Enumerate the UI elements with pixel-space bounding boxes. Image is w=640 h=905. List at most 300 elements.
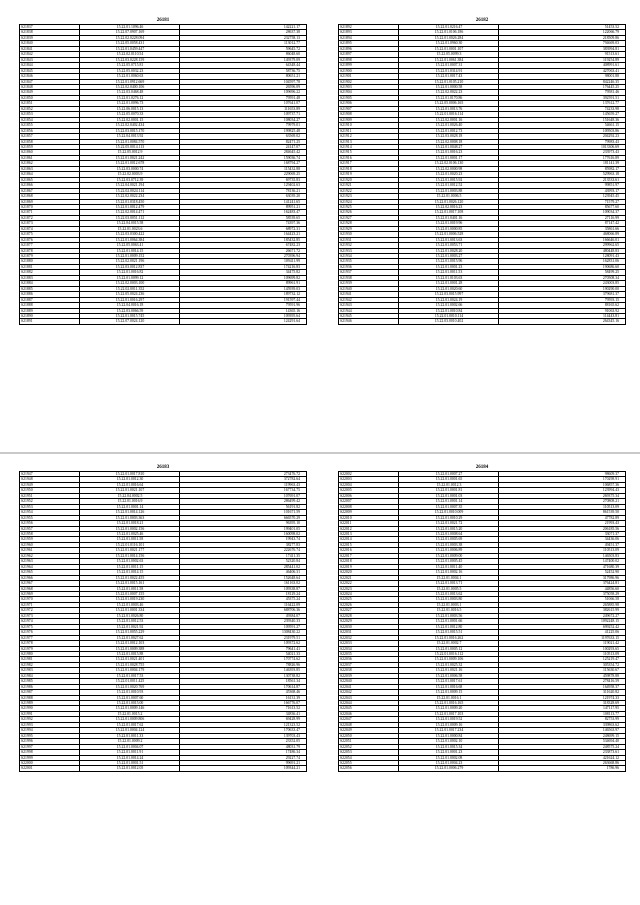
row-code: S21996 bbox=[20, 739, 80, 744]
row-amount: 110513.09 bbox=[499, 504, 626, 509]
row-code: S21990 bbox=[20, 706, 80, 711]
row-account: 15.22.02.0022.23 bbox=[399, 90, 499, 95]
row-amount: 311620.82 bbox=[499, 690, 626, 695]
row-amount: 59645.72 bbox=[180, 46, 307, 51]
row-account: 15.22.01.0015.96 bbox=[399, 259, 499, 264]
ledger-table bbox=[19, 471, 307, 772]
row-code: S21947 bbox=[20, 472, 80, 477]
row-amount: 231979.51 bbox=[180, 635, 307, 640]
row-code: S21872 bbox=[20, 215, 80, 220]
row-code: S22055 bbox=[339, 761, 399, 766]
row-amount: 29227.74 bbox=[180, 755, 307, 760]
row-amount: 189732.12 bbox=[180, 292, 307, 297]
row-code: S21898 bbox=[339, 57, 399, 62]
row-account: 15.22.01.0015.92 bbox=[399, 177, 499, 182]
row-code: S22036 bbox=[339, 657, 399, 662]
row-amount: 382615.99 bbox=[499, 608, 626, 613]
row-amount: 64348.44 bbox=[180, 63, 307, 68]
row-account: 15.22.01.0006.279 bbox=[399, 766, 499, 771]
row-account: 15.22.01.0012.479 bbox=[80, 204, 180, 209]
row-amount: 137612.77 bbox=[499, 101, 626, 106]
row-account: 15.22.02.0011.352 bbox=[80, 286, 180, 291]
row-code: S21856 bbox=[20, 128, 80, 133]
row-account: 15.22.01.0002.08 bbox=[399, 755, 499, 760]
row-amount: 233973.43 bbox=[499, 150, 626, 155]
row-account: 15.22.05.0063.41 bbox=[80, 243, 180, 248]
row-amount: 229069.25 bbox=[180, 172, 307, 177]
row-account: 15.22.01.0014.126 bbox=[80, 510, 180, 515]
row-account: 15.22.02.0008.18 bbox=[399, 139, 499, 144]
ledger-block-1 bbox=[19, 18, 307, 325]
row-code: S21992 bbox=[20, 717, 80, 722]
row-code: S21964 bbox=[20, 564, 80, 569]
row-code: S21910 bbox=[339, 123, 399, 128]
row-amount: 91063.92 bbox=[499, 308, 626, 313]
row-code: S22046 bbox=[339, 711, 399, 716]
row-code: S21955 bbox=[20, 515, 80, 520]
row-account: 15.22.01.0016.165 bbox=[399, 701, 499, 706]
row-code: S21889 bbox=[20, 308, 80, 313]
row-code: S21894 bbox=[339, 35, 399, 40]
row-amount: 109696.22 bbox=[180, 90, 307, 95]
row-amount: 16131.39 bbox=[180, 695, 307, 700]
row-account: 15.22.01.0005.69 bbox=[399, 537, 499, 542]
row-account: 15.22.01.0014.15 bbox=[80, 570, 180, 575]
row-amount: 34836.41 bbox=[180, 711, 307, 716]
row-amount: 46406.31 bbox=[180, 570, 307, 575]
row-code: S21944 bbox=[339, 308, 399, 313]
row-code: S21932 bbox=[339, 243, 399, 248]
row-account: 15.22.01.0017.53 bbox=[80, 673, 180, 678]
ledger-table bbox=[338, 24, 626, 325]
row-code: S21871 bbox=[20, 210, 80, 215]
row-account: 15.22.03.0000.74 bbox=[80, 166, 180, 171]
row-account: 15.22.01.0007.31 bbox=[399, 63, 499, 68]
row-code: S21989 bbox=[20, 701, 80, 706]
block-title: 26182 bbox=[475, 18, 489, 23]
row-code: S22044 bbox=[339, 701, 399, 706]
row-code: S22023 bbox=[339, 586, 399, 591]
row-code: S21858 bbox=[20, 139, 80, 144]
row-account: 15.22.02.0014.471 bbox=[80, 210, 180, 215]
row-amount: 115630.67 bbox=[499, 668, 626, 673]
row-account: 15.22.01.0009.00 bbox=[399, 553, 499, 558]
row-account: 15.22.02.0001.15 bbox=[80, 117, 180, 122]
row-account: 15.22.01.0099.12 bbox=[80, 275, 180, 280]
row-account: 15.22.01.0001.66 bbox=[399, 619, 499, 624]
row-code: S22040 bbox=[339, 679, 399, 684]
row-code: S22030 bbox=[339, 624, 399, 629]
row-account: 15.22.02.0003.100 bbox=[80, 281, 180, 286]
row-amount: 91513.61 bbox=[499, 52, 626, 57]
row-code: S21931 bbox=[339, 237, 399, 242]
row-account: 15.22.03.0051.112 bbox=[80, 215, 180, 220]
row-account: 15.22.01.0014.15 bbox=[80, 248, 180, 253]
row-amount: 119021.42 bbox=[499, 641, 626, 646]
row-amount: 24147.07 bbox=[180, 144, 307, 149]
row-code: S22049 bbox=[339, 728, 399, 733]
row-account: 15.22.01.0016.297 bbox=[80, 297, 180, 302]
row-account: 15.22.01.0048.27 bbox=[399, 144, 499, 149]
row-account: 15.22.04.0013.92 bbox=[80, 134, 180, 139]
row-code: S21908 bbox=[339, 112, 399, 117]
row-code: S21884 bbox=[20, 281, 80, 286]
row-account: 15.22.01.0001.65 bbox=[399, 477, 499, 482]
row-account: 15.22.03.0066.59 bbox=[80, 308, 180, 313]
row-code: S21961 bbox=[20, 548, 80, 553]
row-code: S21953 bbox=[20, 504, 80, 509]
row-amount: 123945.45 bbox=[499, 194, 626, 199]
row-amount: 43993.17 bbox=[499, 188, 626, 193]
row-amount: 459878.88 bbox=[499, 673, 626, 678]
row-amount: 79581.46 bbox=[499, 90, 626, 95]
row-account: 15.22.01.0006.89 bbox=[399, 548, 499, 553]
row-amount: 111653.89 bbox=[180, 106, 307, 111]
ledger-table bbox=[19, 24, 307, 325]
row-account: 15.22.01.0014.24 bbox=[80, 755, 180, 760]
row-amount: 421624.12 bbox=[499, 755, 626, 760]
row-account: 15.22.03.0300.422 bbox=[80, 232, 180, 237]
row-code: S22047 bbox=[339, 717, 399, 722]
row-account: 15.22.01.0007.155 bbox=[80, 591, 180, 596]
row-code: S21949 bbox=[20, 482, 80, 487]
row-account: 15.22.01.0016.68 bbox=[399, 684, 499, 689]
row-code: S21918 bbox=[339, 166, 399, 171]
row-account: 15.22.01.0010.009 bbox=[399, 510, 499, 515]
row-code: S21968 bbox=[20, 586, 80, 591]
row-amount: 243003.85 bbox=[499, 281, 626, 286]
row-account: 15.22.01.0018.21 bbox=[80, 521, 180, 526]
row-amount: 152648.64 bbox=[180, 575, 307, 580]
row-account: 15.22.01.0005.12 bbox=[399, 646, 499, 651]
row-code: S21907 bbox=[339, 106, 399, 111]
row-code: S21902 bbox=[339, 79, 399, 84]
row-code: S21911 bbox=[339, 128, 399, 133]
row-account: 15.22.01.0016.5 bbox=[399, 608, 499, 613]
row-code: S21923 bbox=[339, 194, 399, 199]
row-amount: 74233.98 bbox=[499, 106, 626, 111]
row-code: S21974 bbox=[20, 619, 80, 624]
row-code: S21886 bbox=[20, 292, 80, 297]
row-amount: 142221.17 bbox=[180, 25, 307, 30]
row-account: 15.22.03.0012.837 bbox=[80, 264, 180, 269]
row-account: 15.22.01.0013.62 bbox=[399, 591, 499, 596]
row-code: S21897 bbox=[339, 52, 399, 57]
row-code: S22026 bbox=[339, 602, 399, 607]
row-account: 15.22.01.0004.1 bbox=[399, 575, 499, 580]
row-amount: 170614.87 bbox=[180, 684, 307, 689]
row-code: S21869 bbox=[20, 199, 80, 204]
row-amount: 78826.96 bbox=[180, 662, 307, 667]
row-amount: 666570.29 bbox=[180, 515, 307, 520]
table-row bbox=[339, 766, 626, 771]
row-code: S22043 bbox=[339, 695, 399, 700]
row-amount: 71579.27 bbox=[499, 199, 626, 204]
row-amount: 141241.65 bbox=[180, 199, 307, 204]
row-code: S22039 bbox=[339, 673, 399, 678]
row-account: 15.22.01.0012.05 bbox=[80, 766, 180, 771]
row-account: 15.22.01.0015.745 bbox=[80, 314, 180, 319]
row-account: 15.22.01.0010.29 bbox=[399, 515, 499, 520]
row-code: S22018 bbox=[339, 559, 399, 564]
row-account: 15.22.01.0016.23 bbox=[399, 150, 499, 155]
row-account: 15.22.01.0103.63 bbox=[399, 275, 499, 280]
row-account: 15.22.02.0022.234 bbox=[80, 194, 180, 199]
row-account: 15.22.03.0015.997 bbox=[399, 292, 499, 297]
row-amount: 58499.25 bbox=[499, 270, 626, 275]
row-amount: 124291.64 bbox=[180, 319, 307, 324]
row-account: 15.22.01.0170.86 bbox=[399, 95, 499, 100]
row-code: S22052 bbox=[339, 744, 399, 749]
row-amount: 529963.18 bbox=[499, 172, 626, 177]
row-account: 15.22.01.0001.14 bbox=[399, 499, 499, 504]
row-account: 15.22.01.0011.425 bbox=[80, 679, 180, 684]
row-code: S22007 bbox=[339, 499, 399, 504]
row-code: S21950 bbox=[20, 488, 80, 493]
row-code: S22011 bbox=[339, 521, 399, 526]
row-account: 15.22.01.0314.91 bbox=[399, 68, 499, 73]
row-account: 15.22.01.0004.124 bbox=[80, 728, 180, 733]
row-amount: 51066.58 bbox=[499, 597, 626, 602]
row-amount: 67482.23 bbox=[180, 243, 307, 248]
row-account: 15.22.01.0010.84 bbox=[399, 308, 499, 313]
row-account: 15.22.01.0016.9 bbox=[80, 499, 180, 504]
row-amount: 56191.82 bbox=[180, 504, 307, 509]
row-code: S21852 bbox=[20, 106, 80, 111]
row-code: S21895 bbox=[339, 41, 399, 46]
row-code: S21916 bbox=[339, 155, 399, 160]
row-code: S21937 bbox=[339, 270, 399, 275]
row-account: 15.22.01.0028.755 bbox=[80, 662, 180, 667]
row-account: 15.22.01.0027.62 bbox=[80, 635, 180, 640]
row-amount: 248699.15 bbox=[499, 733, 626, 738]
row-code: S21966 bbox=[20, 575, 80, 580]
row-account: 15.22.01.0011.58 bbox=[80, 586, 180, 591]
row-amount: 213533.61 bbox=[499, 177, 626, 182]
row-amount: 108113.77 bbox=[499, 711, 626, 716]
row-account: 15.22.01.0017.61 bbox=[399, 679, 499, 684]
row-amount: 14365.16 bbox=[180, 308, 307, 313]
row-code: S21912 bbox=[339, 134, 399, 139]
row-code: S21926 bbox=[339, 210, 399, 215]
row-code: S22003 bbox=[339, 477, 399, 482]
row-code: S22006 bbox=[339, 493, 399, 498]
row-amount: 842246.35 bbox=[499, 79, 626, 84]
row-account: 15.22.02.0402.434 bbox=[80, 123, 180, 128]
row-amount: 45375.24 bbox=[180, 597, 307, 602]
row-code: S21851 bbox=[20, 101, 80, 106]
row-account: 15.22.01.0019.230 bbox=[80, 597, 180, 602]
row-amount: 119963.43 bbox=[180, 482, 307, 487]
row-code: S21841 bbox=[20, 46, 80, 51]
row-amount: 63569.02 bbox=[180, 134, 307, 139]
row-account: 15.22.01.0002.16 bbox=[399, 570, 499, 575]
row-account: 15.22.01.0216.47 bbox=[399, 25, 499, 30]
row-account: 15.22.01.0003.27 bbox=[399, 254, 499, 259]
row-account: 15.22.01.0015.51 bbox=[399, 630, 499, 635]
row-account: 15.22.01.0912.669 bbox=[80, 79, 180, 84]
row-code: S21951 bbox=[20, 493, 80, 498]
row-code: S22035 bbox=[339, 651, 399, 656]
row-account: 15.22.01.0017.103 bbox=[399, 711, 499, 716]
row-code: S21906 bbox=[339, 101, 399, 106]
row-code: S21920 bbox=[339, 177, 399, 182]
row-amount: 265885.98 bbox=[499, 602, 626, 607]
row-account: 15.22.01.0106.186 bbox=[399, 30, 499, 35]
row-code: S21855 bbox=[20, 123, 80, 128]
row-account: 15.22.01.0006.528 bbox=[399, 232, 499, 237]
row-amount: 49384.07 bbox=[180, 613, 307, 618]
row-code: S22013 bbox=[339, 531, 399, 536]
row-amount: 104597.78 bbox=[180, 79, 307, 84]
row-code: S21850 bbox=[20, 95, 80, 100]
row-amount: 79591.48 bbox=[180, 95, 307, 100]
row-code: S22008 bbox=[339, 504, 399, 509]
row-code: S21842 bbox=[20, 52, 80, 57]
row-code: S21981 bbox=[20, 657, 80, 662]
row-account: 15.22.01.0000.85 bbox=[399, 226, 499, 231]
row-amount: 146393.85 bbox=[180, 668, 307, 673]
row-account: 15.22.01.0001.107 bbox=[399, 46, 499, 51]
row-account: 15.22.01.0003.56 bbox=[399, 613, 499, 618]
row-account: 15.22.01.0011.40 bbox=[399, 564, 499, 569]
row-account: 15.22.01.0011.91 bbox=[80, 750, 180, 755]
row-amount: 129402.63 bbox=[180, 183, 307, 188]
row-account: 15.22.01.0026.284 bbox=[399, 35, 499, 40]
row-code: S21840 bbox=[20, 41, 80, 46]
row-code: S21967 bbox=[20, 581, 80, 586]
row-code: S21860 bbox=[20, 150, 80, 155]
row-amount: 108034.27 bbox=[180, 117, 307, 122]
row-account: 15.22.01.0012.73 bbox=[399, 128, 499, 133]
row-amount: 34475.82 bbox=[180, 270, 307, 275]
row-code: S21893 bbox=[339, 30, 399, 35]
row-code: S21883 bbox=[20, 275, 80, 280]
row-amount: 96395.10 bbox=[180, 521, 307, 526]
row-amount: 317986.96 bbox=[499, 575, 626, 580]
row-code: S21870 bbox=[20, 204, 80, 209]
row-code: S21927 bbox=[339, 215, 399, 220]
row-account: 15.22.01.0015.20 bbox=[399, 526, 499, 531]
row-code: S21976 bbox=[20, 630, 80, 635]
row-code: S21853 bbox=[20, 112, 80, 117]
row-code: S21987 bbox=[20, 690, 80, 695]
row-account: 15.22.01.0001.17 bbox=[399, 155, 499, 160]
row-account: 15.22.05.0006.165 bbox=[399, 101, 499, 106]
row-code: S21866 bbox=[20, 183, 80, 188]
row-amount: 174216.83 bbox=[180, 264, 307, 269]
row-code: S22005 bbox=[339, 488, 399, 493]
row-account: 15.22.01.0020.60 bbox=[399, 286, 499, 291]
row-amount: 1786.96 bbox=[499, 766, 626, 771]
row-account: 15.22.01.0002.156 bbox=[80, 526, 180, 531]
row-account: 15.22.01.0001.23 bbox=[399, 750, 499, 755]
row-account: 15.22.03.0015.170 bbox=[80, 128, 180, 133]
row-account: 15.22.01.0011.58 bbox=[80, 537, 180, 542]
row-code: S21998 bbox=[20, 750, 80, 755]
row-account: 15.22.01.0022.455 bbox=[80, 575, 180, 580]
row-amount: 164423.21 bbox=[180, 232, 307, 237]
row-code: S21891 bbox=[20, 319, 80, 324]
row-code: S21959 bbox=[20, 537, 80, 542]
row-code: S22024 bbox=[339, 591, 399, 596]
row-amount: 79979.01 bbox=[180, 123, 307, 128]
row-amount: 74397.36 bbox=[180, 221, 307, 226]
row-account: 15.22.02.0400.106 bbox=[80, 84, 180, 89]
row-code: S21973 bbox=[20, 613, 80, 618]
row-account: 15.22.01.1096.46 bbox=[80, 25, 180, 30]
row-amount: 181141.39 bbox=[499, 161, 626, 166]
row-code: S21939 bbox=[339, 281, 399, 286]
row-code: S22001 bbox=[20, 766, 80, 771]
row-account: 15.22.01.0002.66 bbox=[399, 303, 499, 308]
row-code: S21888 bbox=[20, 303, 80, 308]
row-amount: 146563.97 bbox=[499, 728, 626, 733]
row-code: S21954 bbox=[20, 510, 80, 515]
row-code: S21972 bbox=[20, 608, 80, 613]
row-amount: 98001.88 bbox=[499, 74, 626, 79]
row-amount: 392591.51 bbox=[499, 95, 626, 100]
row-account: 15.22.05.0715.81 bbox=[80, 63, 180, 68]
row-code: S22038 bbox=[339, 668, 399, 673]
row-code: S21915 bbox=[339, 150, 399, 155]
row-account: 15.22.01.0960.30 bbox=[399, 41, 499, 46]
row-account: 15.22.01.0005.5 bbox=[399, 586, 499, 591]
row-amount: 34436.06 bbox=[499, 537, 626, 542]
row-amount: 199401.05 bbox=[180, 526, 307, 531]
row-account: 15.22.01.0010.114 bbox=[399, 314, 499, 319]
row-account: 15.22.01.0025.32 bbox=[399, 662, 499, 667]
row-account: 15.22.05.0070.33 bbox=[80, 112, 180, 117]
row-account: 15.22.05.0014.113 bbox=[80, 144, 180, 149]
row-code: S21868 bbox=[20, 194, 80, 199]
row-amount: 113012.77 bbox=[180, 41, 307, 46]
row-amount: 233873.61 bbox=[499, 750, 626, 755]
row-amount: 52452.90 bbox=[499, 570, 626, 575]
row-code: S21960 bbox=[20, 542, 80, 547]
row-account: 15.22.01.0001.03 bbox=[399, 493, 499, 498]
row-amount: 71613.52 bbox=[180, 706, 307, 711]
row-code: S21922 bbox=[339, 188, 399, 193]
row-code: S21933 bbox=[339, 248, 399, 253]
row-code: S21880 bbox=[20, 259, 80, 264]
row-amount: 1197633.15 bbox=[499, 635, 626, 640]
row-amount: 177616.89 bbox=[499, 155, 626, 160]
row-amount: 128091.43 bbox=[499, 254, 626, 259]
row-code: S21917 bbox=[339, 161, 399, 166]
row-amount: 69735.83 bbox=[180, 177, 307, 182]
row-amount: 305354.72 bbox=[499, 662, 626, 667]
row-amount: 122066.79 bbox=[499, 30, 626, 35]
row-amount: 86048.60 bbox=[180, 52, 307, 57]
row-code: S21899 bbox=[339, 63, 399, 68]
row-account: 15.22.01.0017.234 bbox=[399, 728, 499, 733]
row-amount: 79983.43 bbox=[499, 139, 626, 144]
row-account: 15.22.01.0016.82 bbox=[80, 270, 180, 275]
row-account: 15.22.01.0001.14 bbox=[80, 504, 180, 509]
row-amount: 339863.62 bbox=[499, 722, 626, 727]
row-amount: 232758.13 bbox=[180, 35, 307, 40]
row-code: S21859 bbox=[20, 144, 80, 149]
row-amount: 284645.42 bbox=[180, 150, 307, 155]
row-amount: 471680.39 bbox=[499, 564, 626, 569]
row-amount: 427063.41 bbox=[499, 68, 626, 73]
row-code: S21879 bbox=[20, 254, 80, 259]
row-code: S21903 bbox=[339, 84, 399, 89]
row-amount: 206185.56 bbox=[499, 526, 626, 531]
row-amount: 146503.83 bbox=[499, 553, 626, 558]
row-account: 15.22.01.0000.84 bbox=[399, 733, 499, 738]
